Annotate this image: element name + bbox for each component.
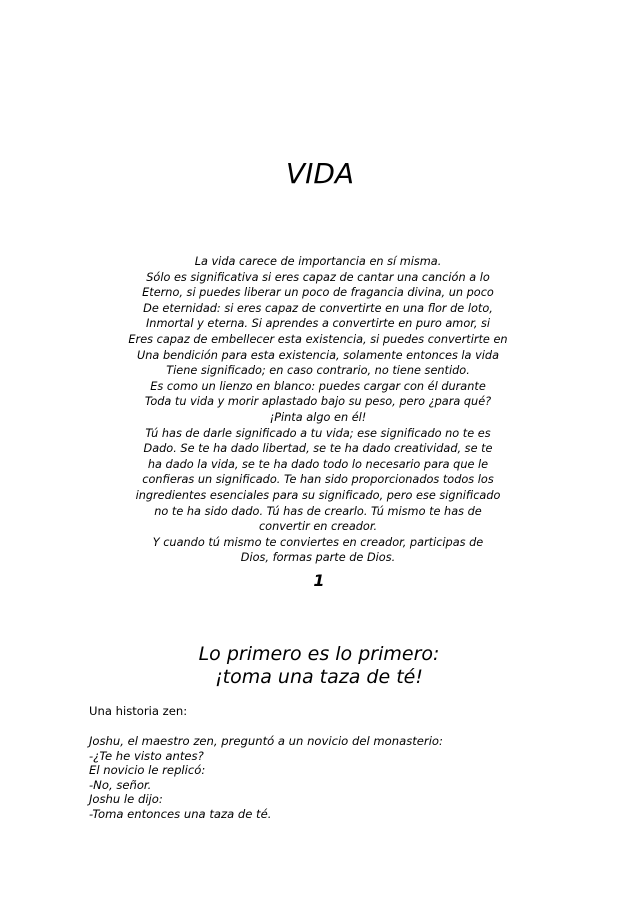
- poem-line: Sólo es significativa si eres capaz de cantar una canción a lo: [146, 270, 490, 284]
- poem-line: De eternidad: si eres capaz de convertirte en una flor de loto,: [143, 301, 493, 315]
- poem-line: Toda tu vida y morir aplastado bajo su peso, pero ¿para qué?: [144, 395, 492, 409]
- poem-line: Dios, formas parte de Dios.: [240, 551, 396, 565]
- dialogue-line: -No, señor.: [89, 777, 152, 792]
- poem-line: Eres capaz de embellecer esta existencia, si puedes convertirte en: [128, 332, 508, 346]
- dialogue-line: -Toma entonces una taza de té.: [89, 806, 272, 821]
- poem-line: Tiene significado; en caso contrario, no tiene sentido.: [166, 364, 470, 378]
- poem-line: Una bendición para esta existencia, solamente entonces la vida: [137, 348, 499, 362]
- poem: [118, 254, 518, 566]
- poem-line: ingredientes esenciales para su significado, pero ese significado: [135, 488, 501, 502]
- dialogue-line: El novicio le replicó:: [89, 763, 206, 778]
- poem-line: Eterno, si puedes liberar un poco de fragancia divina, un poco: [142, 286, 494, 300]
- poem-line: no te ha sido dado. Tú has de crearlo. Tú mismo te has de: [154, 504, 482, 518]
- dialogue-line: -¿Te he visto antes?: [89, 748, 204, 763]
- page-title-text: VIDA: [285, 157, 355, 190]
- poem-line: Y cuando tú mismo te conviertes en creador, participas de: [152, 535, 484, 549]
- dialogue-line: Joshu le dijo:: [89, 792, 163, 807]
- poem-line: Es como un lienzo en blanco: puedes cargar con él durante: [150, 379, 486, 393]
- poem-line: Tú has de darle significado a tu vida; ese significado no te es: [145, 426, 491, 440]
- poem-line: ¡Pinta algo en él!: [269, 410, 367, 424]
- poem-line: confieras un significado. Te han sido proporcionados todos los: [142, 473, 494, 487]
- chapter-number: 1: [313, 571, 325, 590]
- poem-line: La vida carece de importancia en sí misma.: [194, 255, 442, 268]
- chapter-title-line: ¡toma una taza de té!: [215, 666, 423, 688]
- dialogue-line: Joshu, el maestro zen, preguntó a un novicio del monasterio:: [89, 734, 443, 748]
- poem-line: convertir en creador.: [258, 520, 378, 534]
- dialogue: [89, 734, 443, 822]
- poem-line: Inmortal y eterna. Si aprendes a convertirte en puro amor, si: [145, 317, 491, 331]
- poem-line: Dado. Se te ha dado libertad, se te ha dado creatividad, se te: [143, 442, 493, 456]
- chapter-title-line: Lo primero es lo primero:: [198, 643, 440, 665]
- poem-line: ha dado la vida, se te ha dado todo lo necesario para que le: [147, 457, 489, 471]
- chapter-title: [0, 643, 638, 689]
- intro-text: Una historia zen:: [89, 704, 188, 718]
- page-title: [0, 158, 638, 190]
